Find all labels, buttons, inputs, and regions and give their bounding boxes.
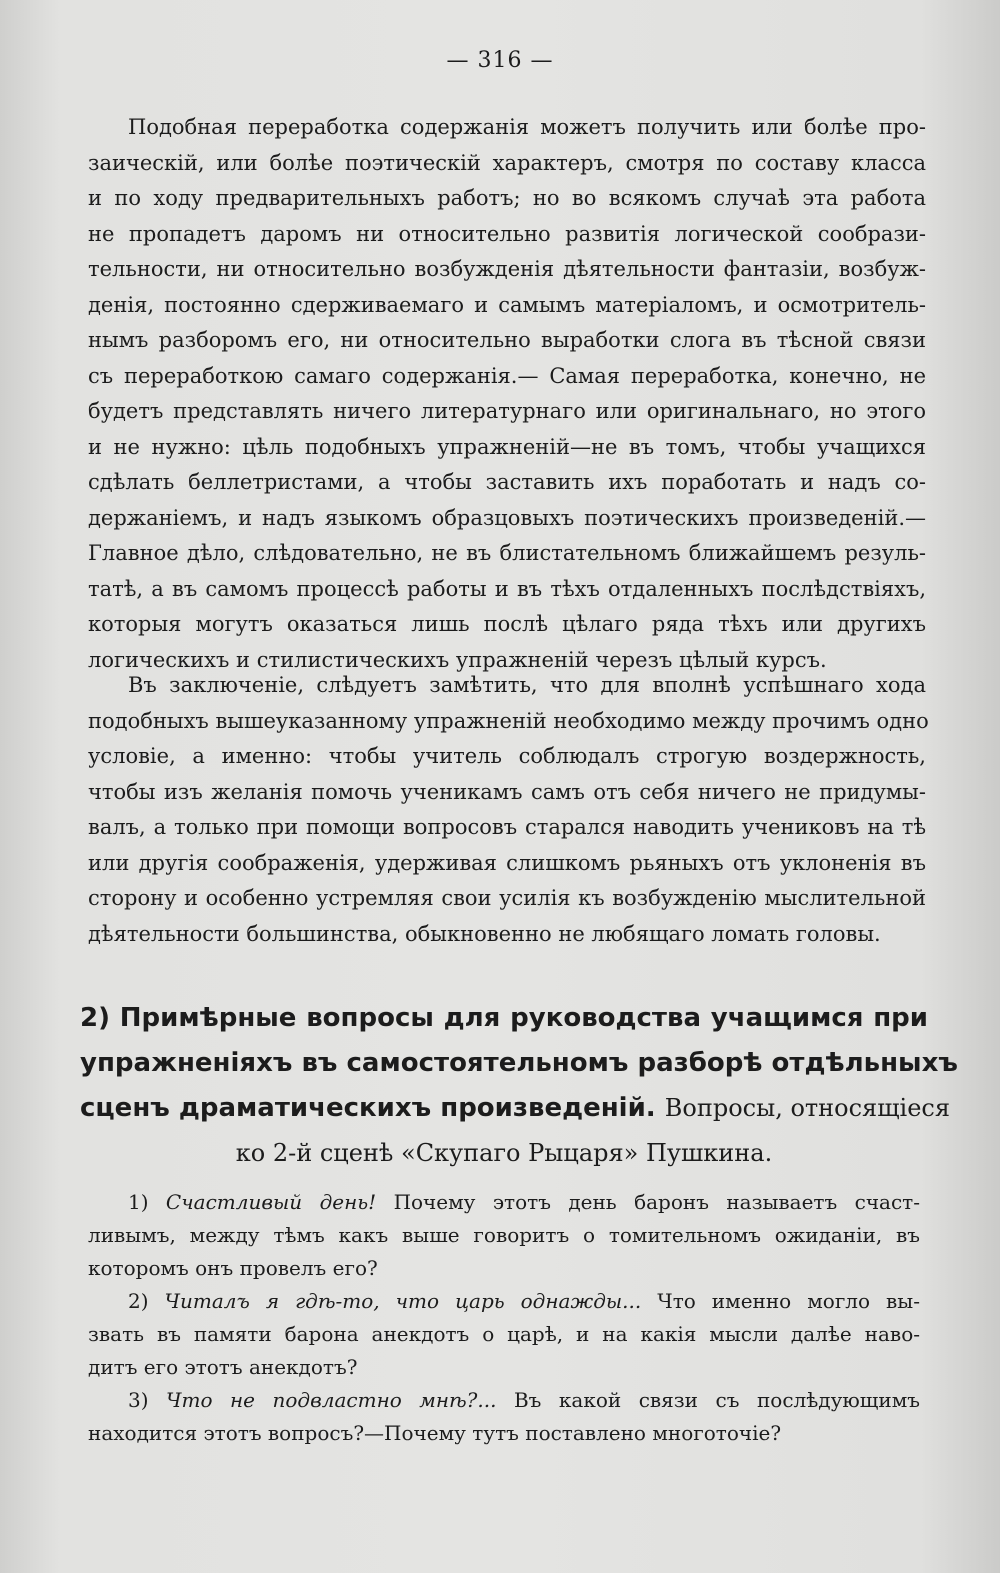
question-text: Въ какой связи съ послѣдующимъ [496, 1388, 920, 1412]
section-heading [80, 996, 958, 1176]
question-quote: Что не подвластно мнѣ?... [166, 1388, 497, 1412]
question-item [88, 1384, 920, 1450]
question-number: 3) [128, 1388, 167, 1412]
question-number: 1) [128, 1190, 166, 1214]
text-line: съ переработкою самаго содержанія.— Самая переработка, конечно, не [88, 363, 926, 388]
text-line: чтобы изъ желанія помочь ученикамъ самъ отъ себя ничего не придумы- [88, 779, 926, 804]
page-number: — 316 — [446, 48, 554, 73]
text-line: Въ заключеніе, слѣдуетъ замѣтить, что для вполнѣ успѣшнаго хода [128, 673, 926, 697]
heading-line: упражненіяхъ въ самостоятельномъ разборѣ отдѣльныхъ [80, 1048, 958, 1078]
heading-subtitle: ко 2-й сценѣ «Скупаго Рыцаря» Пушкина. [235, 1139, 773, 1167]
text-line: татѣ, а въ самомъ процессѣ работы и въ тѣхъ отдаленныхъ послѣдствіяхъ, [88, 576, 926, 601]
question-first-line [88, 1384, 920, 1417]
question-line: находится этотъ вопросъ?—Почему тутъ поставлено многоточіе? [88, 1421, 782, 1445]
question-number: 2) [128, 1289, 165, 1313]
text-line: держаніемъ, и надъ языкомъ образцовыхъ поэтическихъ произведеній.— [88, 505, 926, 530]
question-text: Почему этотъ день баронъ называетъ счаст- [376, 1190, 920, 1214]
text-line: Подобная переработка содержанія можетъ получить или болѣе про- [128, 115, 926, 139]
question-line: звать въ памяти барона анекдотъ о царѣ, и на какія мысли далѣе наво- [88, 1322, 920, 1346]
paragraph-1 [88, 110, 926, 678]
text-line: денія, постоянно сдерживаемаго и самымъ матеріаломъ, и осмотритель- [88, 292, 926, 317]
question-line: которомъ онъ провелъ его? [88, 1256, 378, 1280]
text-line: и по ходу предварительныхъ работъ; но во всякомъ случаѣ эта работа [88, 186, 926, 210]
text-line: будетъ представлять ничего литературнаго или оригинальнаго, но этого [88, 399, 926, 423]
text-line: не пропадетъ даромъ ни относительно развитія логической сообрази- [88, 221, 926, 246]
text-line: или другія соображенія, удерживая слишкомъ рьяныхъ отъ уклоненія въ [88, 850, 926, 875]
text-line: сторону и особенно устремляя свои усилія къ возбужденію мыслительной [88, 886, 926, 910]
question-text: Что именно могло вы- [641, 1289, 920, 1313]
text-line: условіе, а именно: чтобы учитель соблюдалъ строгую воздержность, [88, 744, 926, 768]
text-line: нымъ разборомъ его, ни относительно выработки слога въ тѣсной связи [88, 328, 926, 352]
text-line: валъ, а только при помощи вопросовъ старался наводить учениковъ на тѣ [88, 815, 926, 839]
heading-bold-part: сценъ драматическихъ произведеній. [80, 1093, 656, 1123]
text-line: логическихъ и стилистическихъ упражненій черезъ цѣлый курсъ. [88, 647, 827, 672]
question-first-line [88, 1285, 920, 1318]
question-line: ливымъ, между тѣмъ какъ выше говоритъ о томительномъ ожиданіи, въ [88, 1223, 920, 1247]
question-quote: Читалъ я гдѣ-то, что царь однажды... [164, 1289, 642, 1313]
text-line: которыя могутъ оказаться лишь послѣ цѣлаго ряда тѣхъ или другихъ [88, 612, 926, 636]
text-line: тельности, ни относительно возбужденія дѣятельности фантазіи, возбуж- [88, 257, 926, 281]
questions-list [88, 1186, 920, 1450]
heading-line: 2) Примѣрные вопросы для руководства учащимся при [80, 1003, 928, 1033]
heading-plain-part: Вопросы, относящіеся [664, 1094, 950, 1122]
paragraph-2 [88, 668, 929, 952]
text-line: Главное дѣло, слѣдовательно, не въ блистательномъ ближайшемъ резуль- [88, 541, 926, 565]
text-line: сдѣлать беллетристами, а чтобы заставить ихъ поработать и надъ со- [88, 470, 926, 494]
question-line: дитъ его этотъ анекдотъ? [88, 1355, 358, 1379]
heading-line [80, 1086, 950, 1131]
question-first-line [88, 1186, 920, 1219]
text-line: заическій, или болѣе поэтическій характеръ, смотря по составу класса [88, 150, 926, 175]
text-line: подобныхъ вышеуказанному упражненій необходимо между прочимъ одно [88, 708, 929, 733]
question-quote: Счастливый день! [165, 1190, 377, 1214]
text-line: и не нужно: цѣль подобныхъ упражненій—не въ томъ, чтобы учащихся [88, 434, 926, 459]
question-item [88, 1285, 920, 1384]
text-line: дѣятельности большинства, обыкновенно не любящаго ломать головы. [88, 921, 881, 946]
question-item [88, 1186, 920, 1285]
